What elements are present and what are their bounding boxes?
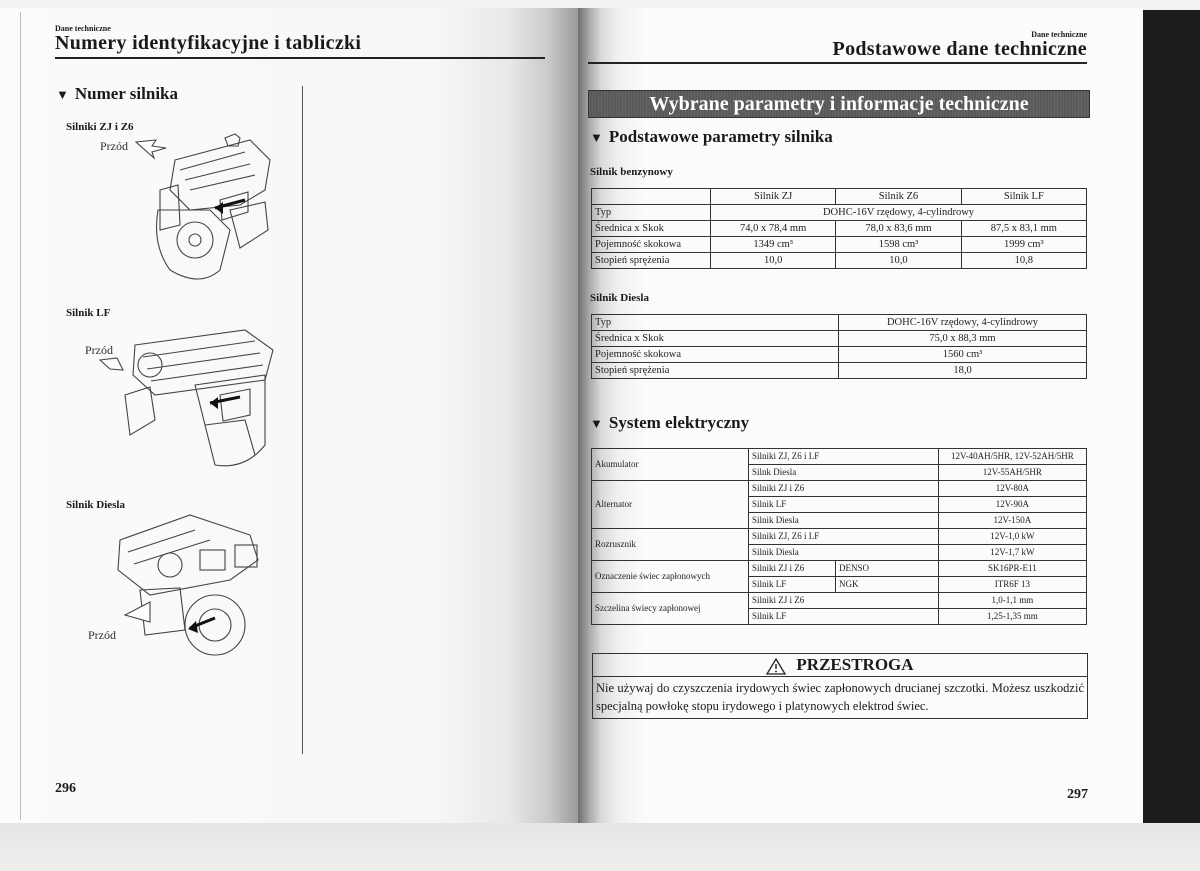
table-cell: 12V-1,0 kW <box>938 529 1086 545</box>
figure-caption-front-2: Przód <box>85 343 113 357</box>
table-cell: 12V-40AH/5HR, 12V-52AH/5HR <box>938 449 1086 465</box>
engine-params-heading-text: Podstawowe parametry silnika <box>608 127 833 146</box>
table-cell: Silnik Diesla <box>749 513 939 529</box>
engine-number-heading <box>56 84 178 104</box>
right-running-head: Dane techniczne <box>1031 30 1087 39</box>
table-cell: 10,8 <box>961 253 1086 269</box>
engine-number-heading-text: Numer silnika <box>74 84 178 103</box>
table-cell: 12V-150A <box>938 513 1086 529</box>
table-row <box>592 331 1087 347</box>
section-banner: Wybrane parametry i informacje techniczne <box>588 90 1090 118</box>
section-marker-icon: ▼ <box>56 87 69 102</box>
table-cell: Silnik LF <box>749 497 939 513</box>
figure-label-zj-z6: Silniki ZJ i Z6 <box>66 121 134 133</box>
column-divider <box>302 86 303 754</box>
black-background-edge <box>1143 10 1200 825</box>
table-cell: 12V-90A <box>938 497 1086 513</box>
table-cell: 12V-80A <box>938 481 1086 497</box>
table-row <box>592 189 1087 205</box>
table-row <box>592 363 1087 379</box>
table-cell: ITR6F 13 <box>938 577 1086 593</box>
page-number-right: 297 <box>1067 787 1088 802</box>
left-page-edge <box>20 12 21 820</box>
diesel-engine-label: Silnik Diesla <box>590 292 649 304</box>
warning-triangle-icon <box>766 658 786 675</box>
column-header-lf: Silnik LF <box>961 189 1086 205</box>
page-number-left: 296 <box>55 781 76 796</box>
table-row <box>592 449 1087 465</box>
table-cell: 10,0 <box>711 253 836 269</box>
electrical-heading <box>590 413 749 433</box>
engine-diesel-illustration <box>100 510 270 660</box>
row-label: Stopień sprężenia <box>592 363 839 379</box>
engine-params-heading <box>590 127 833 147</box>
figure-label-lf: Silnik LF <box>66 307 111 319</box>
engine-zj-z6-illustration <box>130 130 280 290</box>
table-cell: 78,0 x 83,6 mm <box>836 221 961 237</box>
table-cell: Silniki ZJ i Z6 <box>749 561 836 577</box>
table-row <box>592 205 1087 221</box>
row-label: Pojemność skokowa <box>592 347 839 363</box>
table-cell: 1,25-1,35 mm <box>938 609 1086 625</box>
row-label: Średnica x Skok <box>592 221 711 237</box>
table-cell <box>592 189 711 205</box>
table-row <box>592 221 1087 237</box>
table-cell: 12V-55AH/5HR <box>938 465 1086 481</box>
table-cell: Silniki ZJ, Z6 i LF <box>749 449 939 465</box>
table-cell: 12V-1,7 kW <box>938 545 1086 561</box>
table-row <box>592 481 1087 497</box>
table-cell: Silniki ZJ i Z6 <box>749 593 939 609</box>
left-title-rule <box>55 57 545 59</box>
table-cell: DOHC-16V rzędowy, 4-cylindrowy <box>711 205 1087 221</box>
table-cell: Silnik LF <box>749 609 939 625</box>
table-cell: Silniki ZJ i Z6 <box>749 481 939 497</box>
caution-title: PRZESTROGA <box>796 655 914 674</box>
table-cell: 1,0-1,1 mm <box>938 593 1086 609</box>
table-cell: NGK <box>836 577 939 593</box>
engine-lf-illustration <box>95 325 280 475</box>
column-header-z6: Silnik Z6 <box>836 189 961 205</box>
left-page-title: Numery identyfikacyjne i tabliczki <box>55 32 362 54</box>
row-label: Typ <box>592 205 711 221</box>
section-marker-icon: ▼ <box>590 130 603 145</box>
table-row <box>592 593 1087 609</box>
table-cell: DENSO <box>836 561 939 577</box>
row-label: Pojemność skokowa <box>592 237 711 253</box>
row-group-label: Alternator <box>592 481 749 529</box>
petrol-engine-table <box>591 188 1087 269</box>
table-cell: 1560 cm³ <box>839 347 1087 363</box>
bottom-surface <box>0 823 1200 871</box>
figure-label-diesel: Silnik Diesla <box>66 499 125 511</box>
row-group-label: Akumulator <box>592 449 749 481</box>
table-row <box>592 253 1087 269</box>
table-cell: Silnik LF <box>749 577 836 593</box>
caution-header <box>593 654 1087 677</box>
table-row <box>592 561 1087 577</box>
table-cell: 10,0 <box>836 253 961 269</box>
figure-caption-front-3: Przód <box>88 628 116 642</box>
column-header-zj: Silnik ZJ <box>711 189 836 205</box>
table-cell: 18,0 <box>839 363 1087 379</box>
table-cell: Silnik Diesla <box>749 545 939 561</box>
table-cell: 87,5 x 83,1 mm <box>961 221 1086 237</box>
diesel-engine-table <box>591 314 1087 379</box>
row-label: Średnica x Skok <box>592 331 839 347</box>
electrical-heading-text: System elektryczny <box>608 413 750 432</box>
caution-text: Nie używaj do czyszczenia irydowych świec zapłonowych drucianej szczotki. Możesz uszkodzić specjalną powłokę stopu irydowego i platynowych elektrod świec. <box>596 681 1084 713</box>
table-cell: DOHC-16V rzędowy, 4-cylindrowy <box>839 315 1087 331</box>
table-cell: Silnk Diesla <box>749 465 939 481</box>
table-row <box>592 237 1087 253</box>
table-row <box>592 315 1087 331</box>
table-row <box>592 529 1087 545</box>
right-page-title: Podstawowe dane techniczne <box>832 38 1087 60</box>
table-row <box>592 347 1087 363</box>
table-cell: 74,0 x 78,4 mm <box>711 221 836 237</box>
caution-box <box>592 653 1088 719</box>
row-group-label: Rozrusznik <box>592 529 749 561</box>
table-cell: SK16PR-E11 <box>938 561 1086 577</box>
electrical-table <box>591 448 1087 625</box>
table-cell: 75,0 x 88,3 mm <box>839 331 1087 347</box>
table-cell: 1349 cm³ <box>711 237 836 253</box>
petrol-engine-label: Silnik benzynowy <box>590 166 673 178</box>
table-cell: 1999 cm³ <box>961 237 1086 253</box>
row-label: Typ <box>592 315 839 331</box>
left-running-head: Dane techniczne <box>55 24 111 33</box>
table-cell: Silniki ZJ, Z6 i LF <box>749 529 939 545</box>
figure-caption-front-1: Przód <box>100 139 128 153</box>
row-group-label: Szczelina świecy zapłonowej <box>592 593 749 625</box>
section-marker-icon: ▼ <box>590 416 603 431</box>
row-group-label: Oznaczenie świec zapłonowych <box>592 561 749 593</box>
table-cell: 1598 cm³ <box>836 237 961 253</box>
right-title-rule <box>588 62 1087 64</box>
row-label: Stopień sprężenia <box>592 253 711 269</box>
